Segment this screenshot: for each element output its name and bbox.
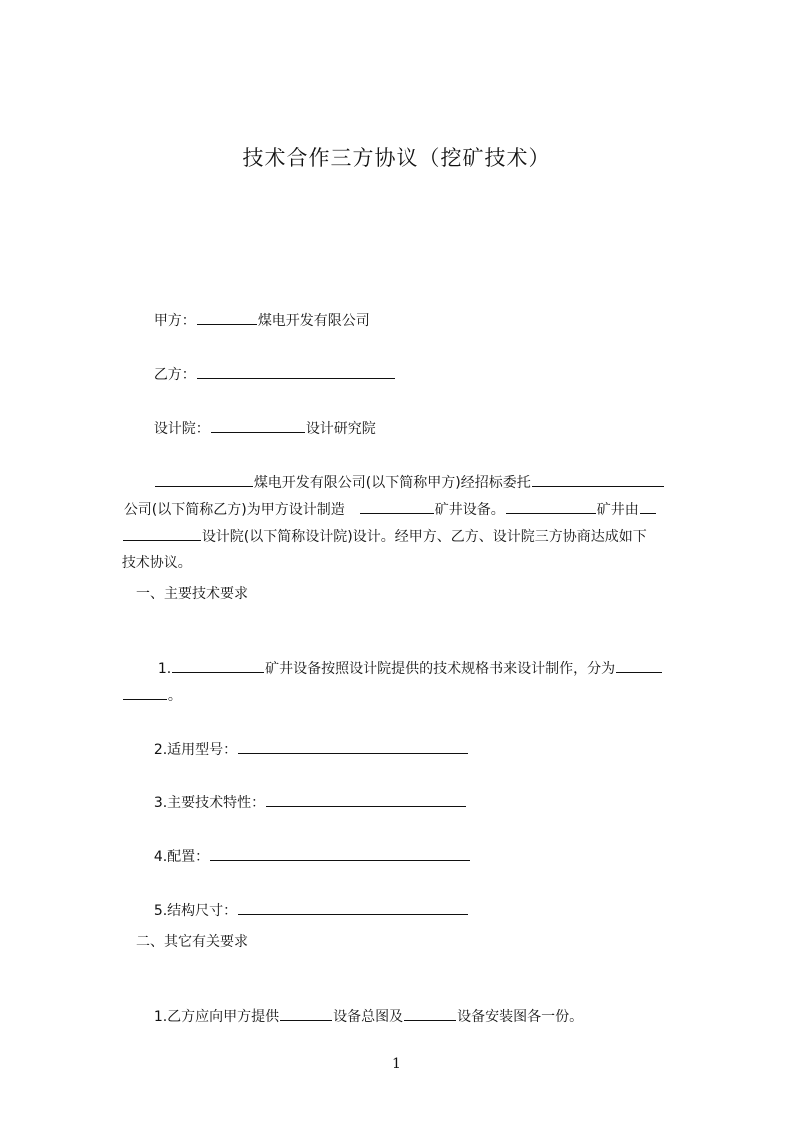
intro-text: 设计院(以下简称设计院)设计。经甲方、乙方、设计院三方协商达成如下 <box>201 529 647 545</box>
item-text: 3.主要技术特性： <box>153 795 266 811</box>
party-a-label: 甲方： <box>153 313 196 329</box>
party-a-name: 煤电开发有限公司 <box>257 313 370 329</box>
party-b-label: 乙方： <box>153 367 196 383</box>
design-institute-name: 设计研究院 <box>305 421 376 437</box>
section-1-item-1 <box>140 638 663 699</box>
document-title: 技术合作三方协议（挖矿技术） <box>242 146 551 170</box>
section-2-heading: 二、其它有关要求 <box>136 934 248 950</box>
design-institute-line <box>136 398 376 459</box>
intro-text: 公司(以下简称乙方)为甲方设计制造 <box>123 502 345 518</box>
section-1-item-4 <box>136 826 471 887</box>
section-2-item-1 <box>136 986 583 1047</box>
section-1-heading: 一、主要技术要求 <box>136 586 248 602</box>
section-1-item-2 <box>136 719 469 780</box>
item-text: 2.适用型号： <box>153 742 238 758</box>
blank-line <box>123 685 167 700</box>
section-1-item-1-cont <box>104 665 182 726</box>
item-text: 设备总图及 <box>333 1009 404 1025</box>
item-text: 1.乙方应向甲方提供 <box>153 1009 280 1025</box>
intro-text: 矿井设备。 <box>434 502 505 518</box>
blank-line <box>172 658 264 673</box>
blank-line <box>238 739 468 754</box>
page-number: 1 <box>392 1056 401 1072</box>
item-text: 矿井设备按照设计院提供的技术规格书来设计制作，分为 <box>265 661 616 677</box>
intro-text: 煤电开发有限公司(以下简称甲方)经招标委托 <box>253 475 531 491</box>
blank-line <box>211 418 305 433</box>
blank-line <box>280 1006 332 1021</box>
item-number: 1. <box>157 661 172 677</box>
blank-line <box>197 364 395 379</box>
section-1-item-3 <box>136 772 467 833</box>
blank-line <box>197 310 257 325</box>
party-b-line <box>136 344 396 405</box>
intro-text: 矿井由 <box>596 502 639 518</box>
item-text: 5.结构尺寸： <box>153 903 238 919</box>
blank-line <box>238 900 468 915</box>
blank-line <box>616 658 662 673</box>
item-text: 设备安装图各一份。 <box>457 1009 584 1025</box>
blank-line <box>266 792 466 807</box>
blank-line <box>404 1006 456 1021</box>
design-institute-label: 设计院： <box>153 421 210 437</box>
intro-text: 技术协议。 <box>121 555 192 571</box>
blank-line <box>210 846 470 861</box>
item-text: 4.配置： <box>153 849 210 865</box>
item-text: 。 <box>167 688 182 704</box>
party-a-line <box>136 290 370 351</box>
